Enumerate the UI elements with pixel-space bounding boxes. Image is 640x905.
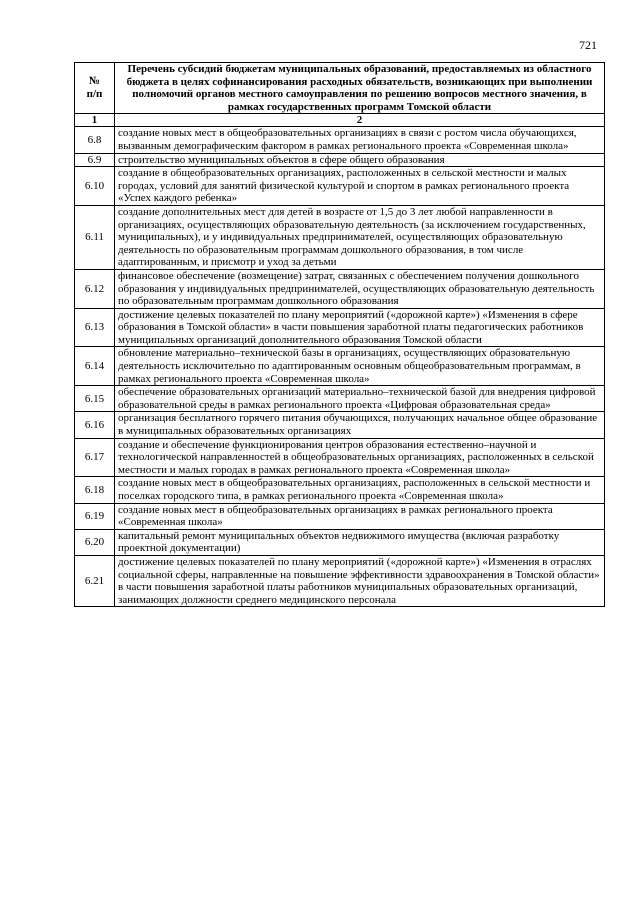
header-num-sign: № п/п xyxy=(86,75,103,101)
row-description: создание новых мест в общеобразовательных организациях в рамках регионального проекта «Современная школа» xyxy=(115,503,605,529)
table-row xyxy=(75,205,605,269)
table-row xyxy=(75,438,605,477)
row-number: 6.10 xyxy=(75,167,115,206)
page-number: 721 xyxy=(579,38,597,52)
row-description: создание дополнительных мест для детей в возрасте от 1,5 до 3 лет любой направленности в организациях, осуществляющих образовательную деятельность (за исключением государственных, муниципальных), и у индивидуальных предпринимателей, осуществляющих образовательную деятельность по образовательным программам дошкольного образования, в том числе адаптированным, и присмотр и уход за детьми xyxy=(115,205,605,269)
row-description: создание новых мест в общеобразовательных организациях, расположенных в сельской местности и поселках городского типа, в рамках регионального проекта «Современная школа» xyxy=(115,477,605,503)
table-row xyxy=(75,477,605,503)
row-description: достижение целевых показателей по плану мероприятий («дорожной карте») «Изменения в отраслях социальной сферы, направленные на повышение эффективности здравоохранения в Томской области» в части повышения заработной платы работников муниципальных образовательных организаций, занимающих должности среднего медицинского персонала xyxy=(115,555,605,606)
column-numbering-row xyxy=(75,114,605,127)
table-row xyxy=(75,555,605,606)
row-description: обновление материально–технической базы в организациях, осуществляющих образовательную деятельность исключительно по адаптированным основным общеобразовательным программам, в рамках регионального проекта «Современная школа» xyxy=(115,347,605,386)
row-number: 6.16 xyxy=(75,412,115,438)
row-number: 6.17 xyxy=(75,438,115,477)
row-description: создание в общеобразовательных организациях, расположенных в сельской местности и малых городах, условий для занятий физической культурой и спортом в рамках регионального проекта «Успех каждого ребенка» xyxy=(115,167,605,206)
row-description: финансовое обеспечение (возмещение) затрат, связанных с обеспечением получения дошкольного образования у индивидуальных предпринимателей, осуществляющих образовательную деятельность по образовательным программам дошкольного образования xyxy=(115,269,605,308)
row-number: 6.21 xyxy=(75,555,115,606)
table-row xyxy=(75,529,605,555)
row-description: создание и обеспечение функционирования центров образования естественно–научной и технологической направленностей в общеобразовательных организациях, расположенных в сельской местности и малых городах в рамках регионального проекта «Современная школа» xyxy=(115,438,605,477)
row-description: достижение целевых показателей по плану мероприятий («дорожной карте») «Изменения в сфере образования в Томской области» в части повышения заработной платы педагогических работников муниципальных организаций дополнительного образования Томской области xyxy=(115,308,605,347)
row-number: 6.12 xyxy=(75,269,115,308)
row-number: 6.11 xyxy=(75,205,115,269)
row-description: обеспечение образовательных организаций материально–технической базой для внедрения цифровой образовательной среды в рамках регионального проекта «Цифровая образовательная среда» xyxy=(115,386,605,412)
table-row xyxy=(75,153,605,167)
header-num-label xyxy=(75,63,115,114)
column-number-1: 1 xyxy=(75,114,115,127)
row-number: 6.19 xyxy=(75,503,115,529)
subsidies-table xyxy=(74,62,605,607)
table-row xyxy=(75,127,605,153)
row-description: организация бесплатного горячего питания обучающихся, получающих начальное общее образование в муниципальных образовательных организациях xyxy=(115,412,605,438)
row-number: 6.13 xyxy=(75,308,115,347)
row-number: 6.15 xyxy=(75,386,115,412)
table-header-row xyxy=(75,63,605,114)
table-row xyxy=(75,503,605,529)
header-title: Перечень субсидий бюджетам муниципальных образований, предоставляемых из областного бюджета в целях софинансирования расходных обязательств, возникающих при выполнении полномочий органов местного самоуправления по решению вопросов местного значения, в рамках государственных программ Томской области xyxy=(115,63,605,114)
table-row xyxy=(75,412,605,438)
row-description: строительство муниципальных объектов в сфере общего образования xyxy=(115,153,605,167)
row-number: 6.14 xyxy=(75,347,115,386)
table-row xyxy=(75,347,605,386)
row-description: капитальный ремонт муниципальных объектов недвижимого имущества (включая разработку проектной документации) xyxy=(115,529,605,555)
table-row xyxy=(75,269,605,308)
table-row xyxy=(75,308,605,347)
row-number: 6.9 xyxy=(75,153,115,167)
column-number-2: 2 xyxy=(115,114,605,127)
row-number: 6.20 xyxy=(75,529,115,555)
table-row xyxy=(75,167,605,206)
table-row xyxy=(75,386,605,412)
row-description: создание новых мест в общеобразовательных организациях в связи с ростом числа обучающихся, вызванным демографическим фактором в рамках регионального проекта «Современная школа» xyxy=(115,127,605,153)
row-number: 6.8 xyxy=(75,127,115,153)
row-number: 6.18 xyxy=(75,477,115,503)
